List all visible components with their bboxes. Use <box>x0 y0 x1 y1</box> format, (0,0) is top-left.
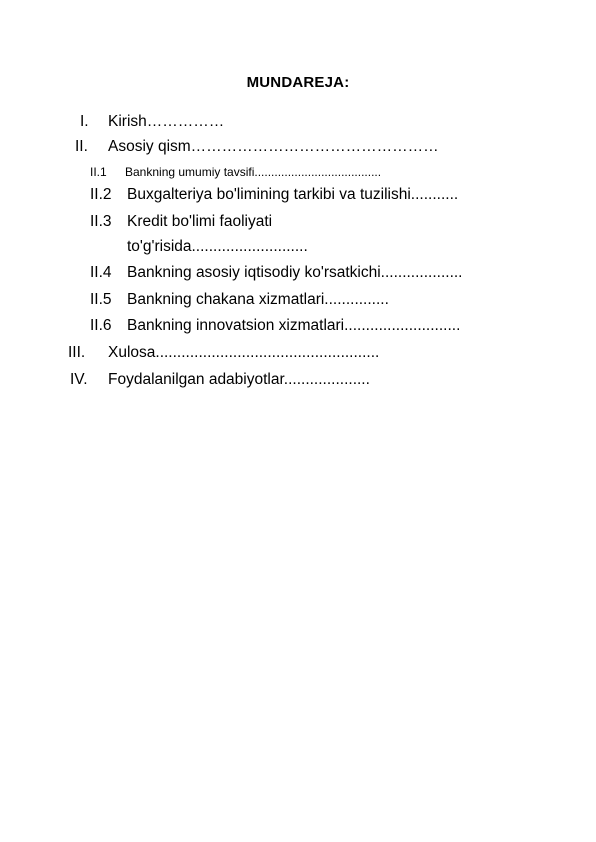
toc-entry-text: Kredit bo'limi faoliyati <box>127 213 273 230</box>
toc-entry-number: I. <box>80 113 89 130</box>
toc-entry-text: Xulosa.................................................... <box>108 344 380 361</box>
toc-entry-number: II.6 <box>90 317 112 334</box>
toc-entry-number: II.4 <box>90 264 112 281</box>
toc-entry-text: Asosiy qism………………………………………… <box>108 138 439 155</box>
toc-entry-number: II. <box>75 138 88 155</box>
toc-entry-text: to'g'risida........................... <box>127 238 308 255</box>
toc-entry-number: II.1 <box>90 165 107 179</box>
toc-entry-text: Bankning umumiy tavsifi...................................... <box>125 165 382 179</box>
toc-entry-text: Bankning innovatsion xizmatlari........................... <box>127 317 461 334</box>
toc-entry-text: Kirish…………… <box>108 113 225 130</box>
toc-entry-number: II.3 <box>90 213 112 230</box>
toc-entry-number: II.2 <box>90 186 112 203</box>
page-title: MUNDAREJA: <box>246 74 350 91</box>
toc-entry-number: IV. <box>70 371 88 388</box>
toc-entry-number: II.5 <box>90 291 112 308</box>
toc-entry-text: Bankning chakana xizmatlari............... <box>127 291 389 308</box>
toc-entry-text: Foydalanilgan adabiyotlar.................... <box>108 371 370 388</box>
toc-entry-text: Buxgalteriya bo'limining tarkibi va tuzilishi........... <box>127 186 459 203</box>
toc-entry-text: Bankning asosiy iqtisodiy ko'rsatkichi................... <box>127 264 463 281</box>
toc-entry-number: III. <box>68 344 86 361</box>
